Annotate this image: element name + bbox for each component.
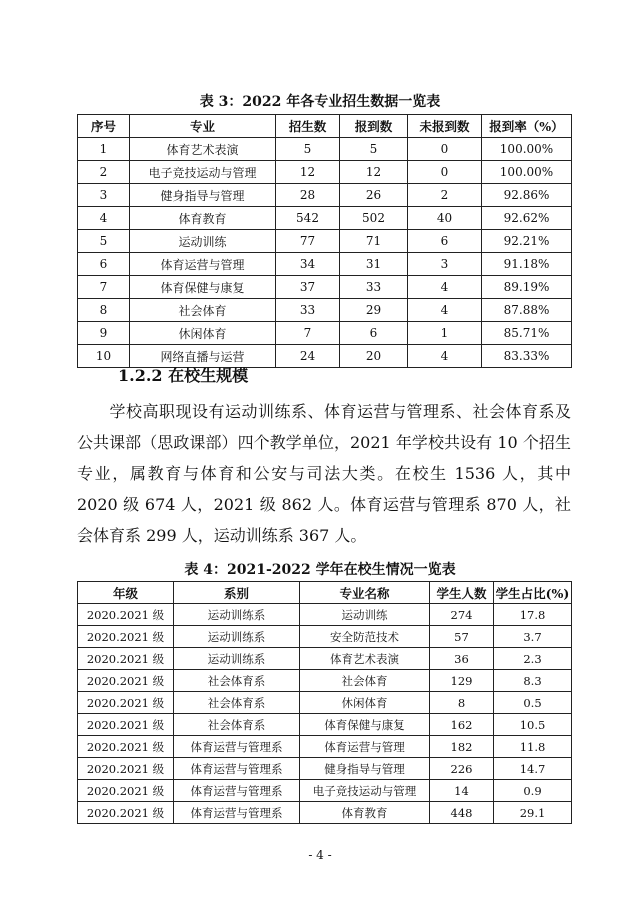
table-cell: 4 xyxy=(408,299,482,322)
table-row xyxy=(78,604,572,626)
table-cell: 4 xyxy=(408,345,482,368)
table-cell: 2 xyxy=(78,161,130,184)
table-cell: 77 xyxy=(276,230,340,253)
table-row xyxy=(78,736,572,758)
table-cell: 体育艺术表演 xyxy=(300,648,430,670)
table-cell: 体育运营与管理系 xyxy=(174,802,300,824)
table-cell: 10.5 xyxy=(494,714,572,736)
table-row xyxy=(78,299,572,322)
table-cell: 11.8 xyxy=(494,736,572,758)
table-cell: 社会体育系 xyxy=(174,714,300,736)
table-cell: 24 xyxy=(276,345,340,368)
table-row xyxy=(78,780,572,802)
table-cell: 40 xyxy=(408,207,482,230)
table-cell: 3.7 xyxy=(494,626,572,648)
column-header: 系别 xyxy=(174,582,300,604)
table-cell: 26 xyxy=(340,184,408,207)
table-cell: 2.3 xyxy=(494,648,572,670)
table-cell: 体育运营与管理 xyxy=(300,736,430,758)
table-cell: 2020.2021 级 xyxy=(78,802,174,824)
table-cell: 129 xyxy=(430,670,494,692)
table-cell: 2020.2021 级 xyxy=(78,626,174,648)
table-cell: 14.7 xyxy=(494,758,572,780)
column-header: 学生人数 xyxy=(430,582,494,604)
table-row xyxy=(78,207,572,230)
table-cell: 7 xyxy=(78,276,130,299)
table-cell: 2020.2021 级 xyxy=(78,604,174,626)
table-header-row xyxy=(78,115,572,138)
table-cell: 448 xyxy=(430,802,494,824)
table-cell: 71 xyxy=(340,230,408,253)
table-cell: 健身指导与管理 xyxy=(300,758,430,780)
section-heading: 1.2.2 在校生规模 xyxy=(118,366,249,385)
column-header: 序号 xyxy=(78,115,130,138)
table-cell: 0.9 xyxy=(494,780,572,802)
table-cell: 29.1 xyxy=(494,802,572,824)
table-cell: 2020.2021 级 xyxy=(78,692,174,714)
table-cell: 4 xyxy=(78,207,130,230)
table-cell: 体育运营与管理系 xyxy=(174,736,300,758)
enrollment-table xyxy=(77,114,572,368)
table-cell: 20 xyxy=(340,345,408,368)
table-cell: 8 xyxy=(78,299,130,322)
table-cell: 0 xyxy=(408,138,482,161)
table-row xyxy=(78,253,572,276)
table-cell: 体育运营与管理系 xyxy=(174,758,300,780)
table-cell: 182 xyxy=(430,736,494,758)
table-cell: 3 xyxy=(408,253,482,276)
table-cell: 健身指导与管理 xyxy=(130,184,276,207)
column-header: 专业名称 xyxy=(300,582,430,604)
table-cell: 体育保健与康复 xyxy=(130,276,276,299)
column-header: 未报到数 xyxy=(408,115,482,138)
table-cell: 0.5 xyxy=(494,692,572,714)
table-cell: 87.88% xyxy=(482,299,572,322)
table-cell: 85.71% xyxy=(482,322,572,345)
table-cell: 83.33% xyxy=(482,345,572,368)
students-table xyxy=(77,581,572,824)
table-row xyxy=(78,714,572,736)
table-cell: 5 xyxy=(276,138,340,161)
table-cell: 运动训练 xyxy=(130,230,276,253)
table-row xyxy=(78,230,572,253)
table-cell: 电子竞技运动与管理 xyxy=(130,161,276,184)
table-header-row xyxy=(78,582,572,604)
table-cell: 33 xyxy=(276,299,340,322)
table-cell: 8 xyxy=(430,692,494,714)
table-cell: 12 xyxy=(340,161,408,184)
table3-caption: 表 3：2022 年各专业招生数据一览表 xyxy=(199,94,441,110)
table-cell: 3 xyxy=(78,184,130,207)
table-cell: 6 xyxy=(78,253,130,276)
table-cell: 运动训练系 xyxy=(174,648,300,670)
table-cell: 体育艺术表演 xyxy=(130,138,276,161)
table-cell: 92.62% xyxy=(482,207,572,230)
table-cell: 体育教育 xyxy=(130,207,276,230)
column-header: 学生占比(%) xyxy=(494,582,572,604)
column-header: 报到率（%） xyxy=(482,115,572,138)
table-cell: 6 xyxy=(408,230,482,253)
column-header: 年级 xyxy=(78,582,174,604)
table-cell: 2020.2021 级 xyxy=(78,648,174,670)
table-cell: 休闲体育 xyxy=(300,692,430,714)
table-cell: 33 xyxy=(340,276,408,299)
table-cell: 1 xyxy=(78,138,130,161)
table-row xyxy=(78,184,572,207)
column-header: 专业 xyxy=(130,115,276,138)
table-cell: 92.21% xyxy=(482,230,572,253)
table-cell: 安全防范技术 xyxy=(300,626,430,648)
table-row xyxy=(78,692,572,714)
table-row xyxy=(78,626,572,648)
table-cell: 0 xyxy=(408,161,482,184)
table-row xyxy=(78,161,572,184)
table-cell: 体育运营与管理 xyxy=(130,253,276,276)
table-cell: 28 xyxy=(276,184,340,207)
table4-caption: 表 4：2021-2022 学年在校生情况一览表 xyxy=(184,562,456,578)
table-cell: 274 xyxy=(430,604,494,626)
table-cell: 10 xyxy=(78,345,130,368)
table-cell: 226 xyxy=(430,758,494,780)
table-cell: 运动训练系 xyxy=(174,626,300,648)
table-cell: 8.3 xyxy=(494,670,572,692)
table-cell: 31 xyxy=(340,253,408,276)
table-cell: 运动训练 xyxy=(300,604,430,626)
table-cell: 体育保健与康复 xyxy=(300,714,430,736)
table-cell: 4 xyxy=(408,276,482,299)
table-cell: 92.86% xyxy=(482,184,572,207)
table-row xyxy=(78,322,572,345)
table-row xyxy=(78,758,572,780)
table-cell: 休闲体育 xyxy=(130,322,276,345)
table-cell: 2020.2021 级 xyxy=(78,736,174,758)
table-cell: 网络直播与运营 xyxy=(130,345,276,368)
table-cell: 6 xyxy=(340,322,408,345)
table-cell: 5 xyxy=(78,230,130,253)
table-cell: 91.18% xyxy=(482,253,572,276)
table-row xyxy=(78,802,572,824)
table-cell: 1 xyxy=(408,322,482,345)
table-cell: 542 xyxy=(276,207,340,230)
column-header: 报到数 xyxy=(340,115,408,138)
table-cell: 2020.2021 级 xyxy=(78,758,174,780)
table-cell: 12 xyxy=(276,161,340,184)
table-cell: 162 xyxy=(430,714,494,736)
table-cell: 89.19% xyxy=(482,276,572,299)
table-cell: 502 xyxy=(340,207,408,230)
table-cell: 体育教育 xyxy=(300,802,430,824)
table-cell: 5 xyxy=(340,138,408,161)
table-cell: 57 xyxy=(430,626,494,648)
table-cell: 100.00% xyxy=(482,161,572,184)
table-cell: 2 xyxy=(408,184,482,207)
table-cell: 29 xyxy=(340,299,408,322)
table-cell: 2020.2021 级 xyxy=(78,714,174,736)
table-cell: 9 xyxy=(78,322,130,345)
table-cell: 运动训练系 xyxy=(174,604,300,626)
table-cell: 2020.2021 级 xyxy=(78,780,174,802)
table-row xyxy=(78,276,572,299)
table-cell: 社会体育 xyxy=(130,299,276,322)
table-row xyxy=(78,648,572,670)
table-cell: 17.8 xyxy=(494,604,572,626)
section-paragraph xyxy=(77,396,571,551)
table-cell: 社会体育 xyxy=(300,670,430,692)
table-cell: 7 xyxy=(276,322,340,345)
table-cell: 34 xyxy=(276,253,340,276)
table-row xyxy=(78,670,572,692)
table-cell: 14 xyxy=(430,780,494,802)
table-cell: 社会体育系 xyxy=(174,692,300,714)
table-cell: 电子竞技运动与管理 xyxy=(300,780,430,802)
paragraph-text: 学校高职现设有运动训练系、体育运营与管理系、社会体育系及公共课部（思政课部）四个教学单位，2021 年学校共设有 10 个招生专业，属教育与体育和公安与司法大类。在校生 1536 人，其中 2020 级 674 人，2021 级 862 人。体育运营与管理系 870 人，社会体育系 299 人，运动训练系 367 人。 xyxy=(77,402,571,545)
table-cell: 37 xyxy=(276,276,340,299)
table-row xyxy=(78,138,572,161)
table-cell: 36 xyxy=(430,648,494,670)
table-cell: 100.00% xyxy=(482,138,572,161)
table-cell: 社会体育系 xyxy=(174,670,300,692)
column-header: 招生数 xyxy=(276,115,340,138)
page-number: - 4 - xyxy=(308,848,332,862)
table-cell: 体育运营与管理系 xyxy=(174,780,300,802)
table-cell: 2020.2021 级 xyxy=(78,670,174,692)
